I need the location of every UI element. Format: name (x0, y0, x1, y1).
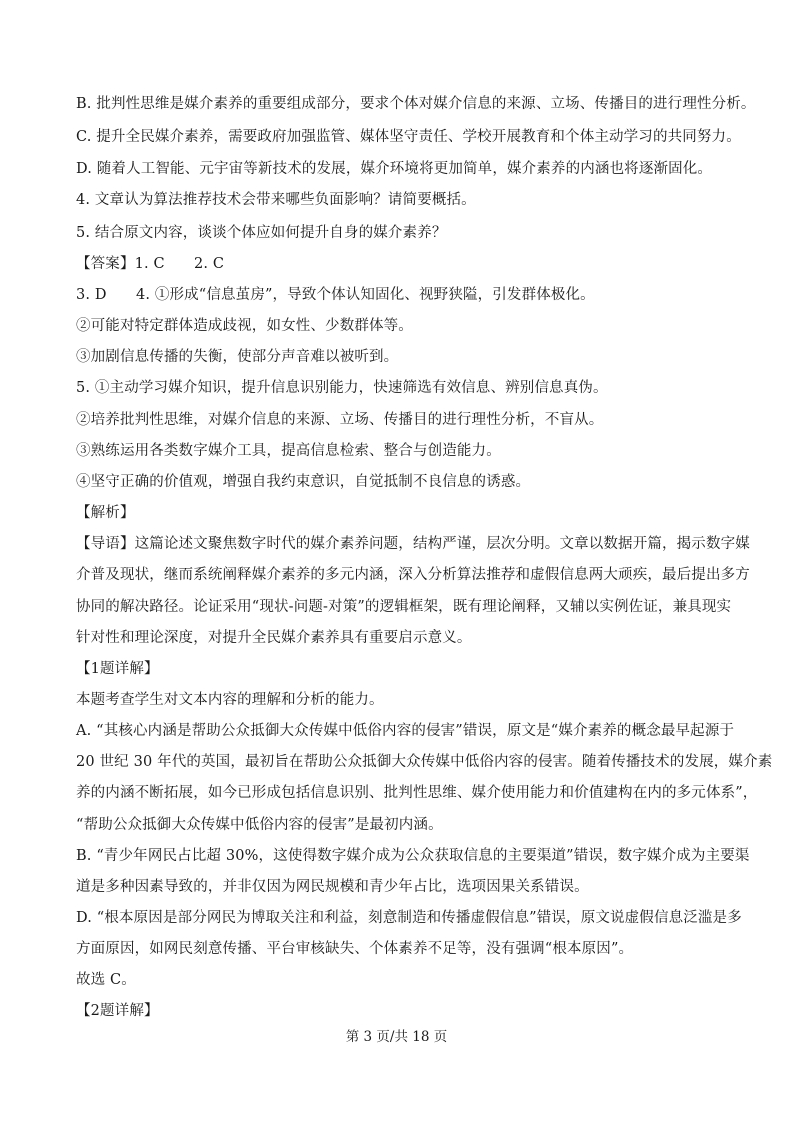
q1-option-a-line: 20 世纪 30 年代的英国，最初旨在帮助公众抵御大众传媒中低俗内容的侵害。随着传播技术的发展，媒介素 (76, 754, 773, 770)
answer-5-point-4: ④坚守正确的价值观，增强自我约束意识，自觉抵制不良信息的诱惑。 (76, 474, 531, 490)
question-4: 4. 文章认为算法推荐技术会带来哪些负面影响？请简要概括。 (76, 192, 476, 208)
option-d-text: D. 随着人工智能、元宇宙等新技术的发展，媒介环境将更加简单，媒介素养的内涵也将逐渐固化。 (76, 161, 713, 177)
q1-option-d-line: D. “根本原因是部分网民为博取关注和利益，刻意制造和传播虚假信息”错误，原文说虚假信息泛滥是多 (76, 910, 742, 926)
answer-5-point-2: ②培养批判性思维，对媒介信息的来源、立场、传播目的进行理性分析，不盲从。 (76, 412, 604, 428)
analysis-header: 【解析】 (76, 505, 135, 521)
intro-paragraph-line: 介普及现状，继而系统阐释媒介素养的多元内涵，深入分析算法推荐和虚假信息两大顽疾，最后提出多方 (76, 567, 750, 583)
page-footer: 第 3 页/共 18 页 (345, 1029, 448, 1045)
q1-option-a-line: 养的内涵不断拓展，如今已形成包括信息识别、批判性思维、媒介使用能力和价值建构在内的多元体系”， (76, 785, 758, 801)
q2-detail-header: 【2题详解】 (76, 1003, 159, 1019)
answer-5-point-1: 5. ①主动学习媒介知识，提升信息识别能力，快速筛选有效信息、辨别信息真伪。 (76, 380, 608, 396)
q1-detail-header: 【1题详解】 (76, 661, 159, 677)
q1-option-b-line: B. “青少年网民占比超 30%，这使得数字媒介成为公众获取信息的主要渠道”错误，数字媒介成为主要渠 (76, 848, 750, 864)
q1-option-a-line: A. “其核心内涵是帮助公众抵御大众传媒中低俗内容的侵害”错误，原文是“媒介素养的概念最早起源于 (76, 723, 735, 739)
q1-conclusion: 故选 C。 (76, 972, 136, 988)
q1-option-a-line: “帮助公众抵御大众传媒中低俗内容的侵害”是最初内涵。 (76, 817, 443, 833)
answer-header: 【答案】1. C 2. C (76, 256, 225, 272)
answer-4-point-2: ②可能对特定群体造成歧视，如女性、少数群体等。 (76, 318, 413, 334)
intro-paragraph-line: 【导语】这篇论述文聚焦数字时代的媒介素养问题，结构严谨，层次分明。文章以数据开篇，揭示数字媒 (76, 536, 750, 552)
answer-3-4: 3. D 4. ①形成“信息茧房”，导致个体认知固化、视野狭隘，引发群体极化。 (76, 287, 595, 303)
option-c-text: C. 提升全民媒介素养，需要政府加强监管、媒体坚守责任、学校开展教育和个体主动学习的共同努力。 (76, 129, 741, 145)
intro-paragraph-line: 针对性和理论深度，对提升全民媒介素养具有重要启示意义。 (76, 630, 472, 646)
q1-detail-intro: 本题考查学生对文本内容的理解和分析的能力。 (76, 692, 384, 708)
intro-paragraph-line: 协同的解决路径。论证采用“现状-问题-对策”的逻辑框架，既有理论阐释，又辅以实例佐证，兼具现实 (76, 599, 732, 615)
answer-5-point-3: ③熟练运用各类数字媒介工具，提高信息检索、整合与创造能力。 (76, 443, 501, 459)
q1-option-d-line: 方面原因，如网民刻意传播、平台审核缺失、个体素养不足等，没有强调“根本原因”。 (76, 941, 634, 957)
question-5: 5. 结合原文内容，谈谈个体应如何提升自身的媒介素养？ (76, 225, 447, 241)
q1-option-b-line: 道是多种因素导致的，并非仅因为网民规模和青少年占比，选项因果关系错误。 (76, 879, 589, 895)
answer-4-point-3: ③加剧信息传播的失衡，使部分声音难以被听到。 (76, 349, 399, 365)
option-b-text: B. 批判性思维是媒介素养的重要组成部分，要求个体对媒介信息的来源、立场、传播目的进行理性分析。 (76, 96, 756, 112)
